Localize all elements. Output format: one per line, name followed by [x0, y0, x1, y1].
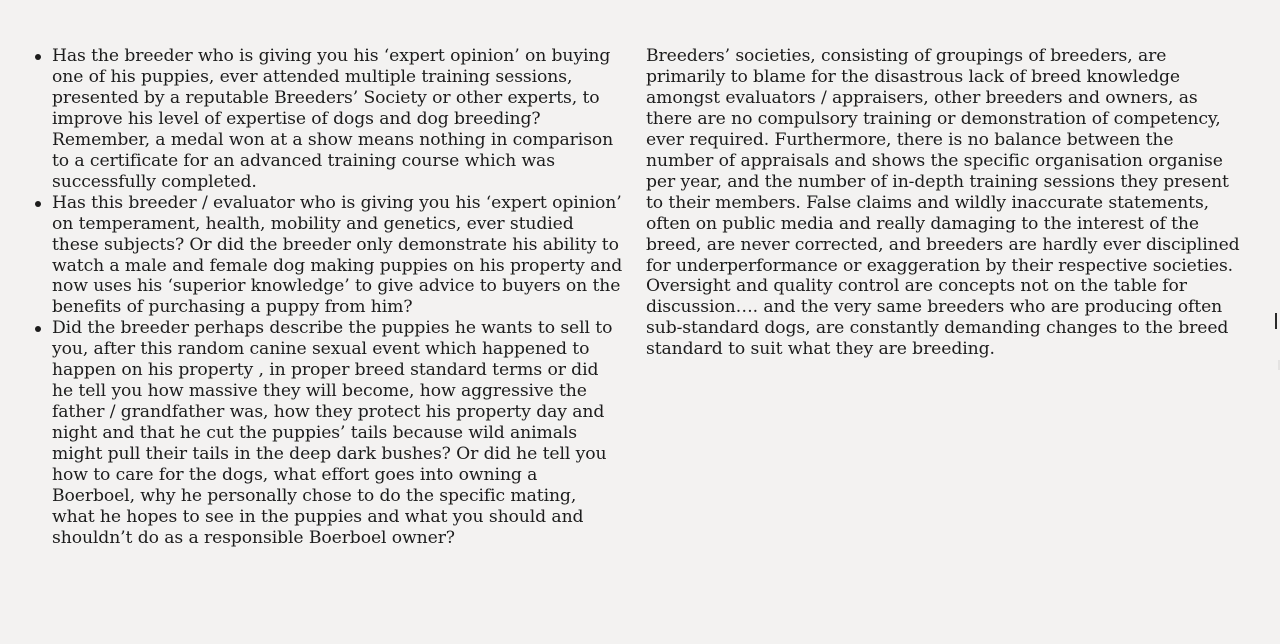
- right-column: [646, 46, 1246, 360]
- bullet-icon: [35, 326, 41, 332]
- list-item: [52, 318, 624, 548]
- list-item-text: Has the breeder who is giving you his ‘expert opinion’ on buying one of his puppies, ever attended multiple training sessions, presented by a reputable Breeders’ Society or other experts, to improve his level of expertise of dogs and dog breeding? Remember, a medal won at a show means nothing in comparison to a certificate for an advanced training course which was successfully completed.: [52, 46, 614, 192]
- list-item-text: Has this breeder / evaluator who is giving you his ‘expert opinion’ on temperament, health, mobility and genetics, ever studied these subjects? Or did the breeder only demonstrate his ability to watch a male and female dog making puppies on his property and now uses his ‘superior knowledge’ to give advice to buyers on the benefits of purchasing a puppy from him?: [52, 192, 623, 318]
- text-cursor-icon: [1275, 313, 1277, 329]
- left-column: [52, 46, 624, 549]
- list-item: [52, 46, 624, 193]
- body-paragraph: Breeders’ societies, consisting of groupings of breeders, are primarily to blame for the disastrous lack of breed knowledge amongst evaluators / appraisers, other breeders and owners, as there are no compulsory training or demonstration of competency, ever required. Furthermore, there is no balance between the number of appraisals and shows the specific organisation organise per year, and the number of in-depth training sessions they present to their members. False claims and wildly inaccurate statements, often on public media and really damaging to the interest of the breed, are never corrected, and breeders are hardly ever disciplined for underperformance or exaggeration by their respective societies. Oversight and quality control are concepts not on the table for discussion…. and the very same breeders who are producing often sub-standard dogs, are constantly demanding changes to the breed standard to suit what they are breeding.: [646, 46, 1240, 360]
- question-list: [52, 46, 624, 549]
- list-item-text: Did the breeder perhaps describe the puppies he wants to sell to you, after this random canine sexual event which happened to happen on his property , in proper breed standard terms or did he tell you how massive they will become, how aggressive the father / grandfather was, how they protect his property day and night and that he cut the puppies’ tails because wild animals might pull their tails in the deep dark bushes? Or did he tell you how to care for the dogs, what effort goes into owning a Boerboel, why he personally chose to do the specific mating, what he hopes to see in the puppies and what you should and shouldn’t do as a responsible Boerboel owner?: [52, 318, 613, 548]
- list-item: [52, 193, 624, 319]
- bullet-icon: [35, 54, 41, 60]
- bullet-icon: [35, 201, 41, 207]
